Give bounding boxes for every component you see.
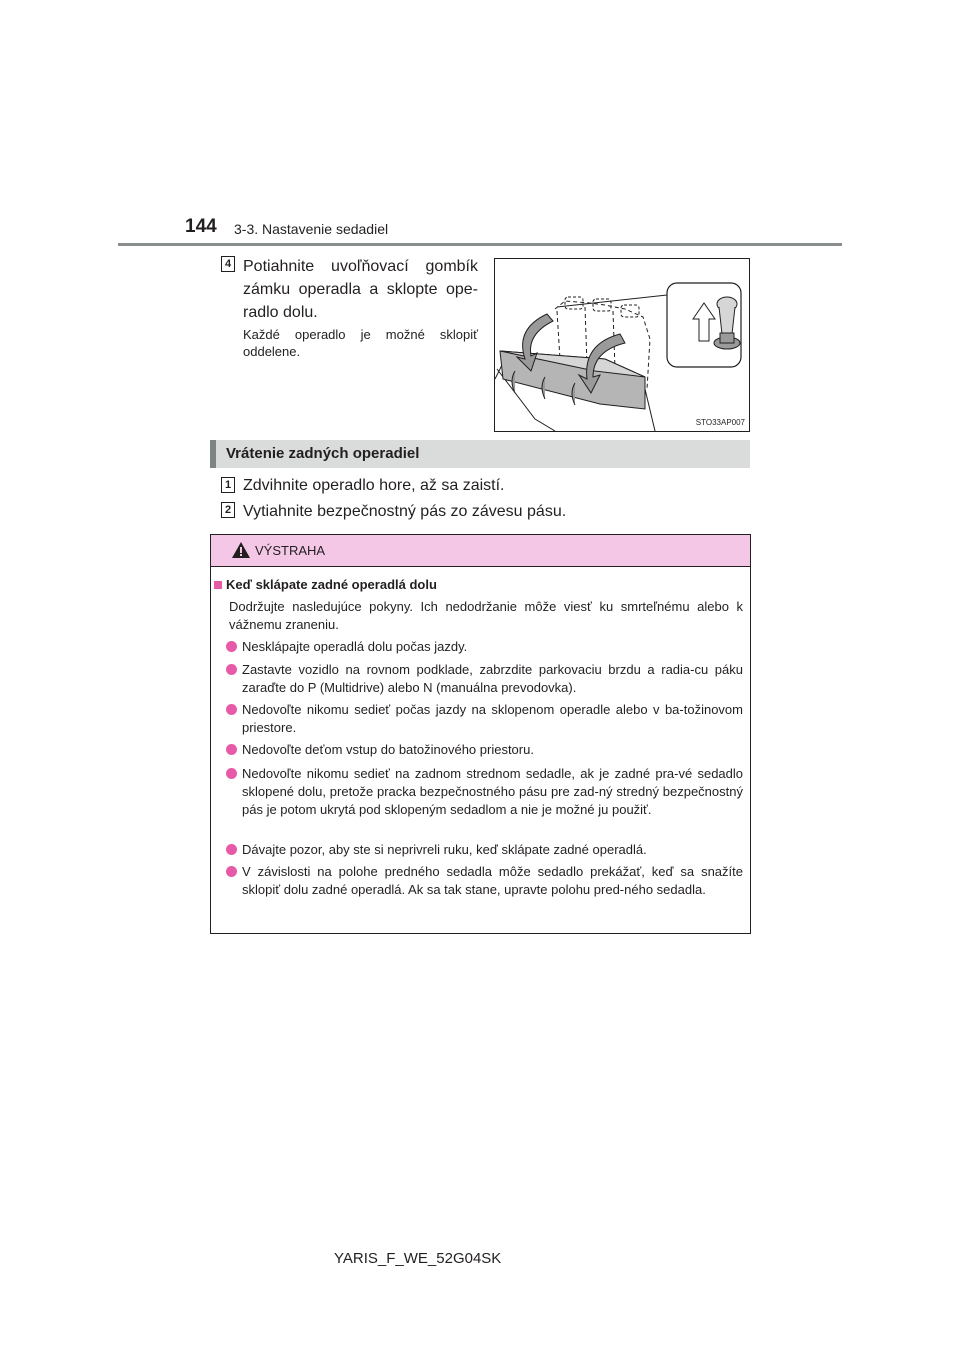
warning-triangle-icon: [231, 541, 251, 559]
warning-bullet: [226, 863, 743, 899]
section-title: 3-3. Nastavenie sedadiel: [234, 221, 389, 237]
warning-bullet: [226, 741, 743, 759]
bullet-dot-icon: [226, 844, 237, 855]
subsection-title: Vrátenie zadných operadiel: [210, 440, 750, 468]
warning-bullet-text: Nedovoľte nikomu sedieť na zadnom strednom sedadle, ak je zadné pra-vé sedadlo sklopené dolu, pretože pracka bezpečnostného pásu pre zad-ný stredný bezpečnostný pás je potom ukrytá pod sklopeným sedadlom a nie je možné ju použiť.: [242, 766, 743, 817]
warning-bullet-text: V závislosti na polohe predného sedadla môže sedadlo prekážať, keď sa snažíte sklopiť dolu zadné operadlá. Ak sa tak stane, upravte polohu pred-ného sedadla.: [242, 864, 743, 897]
step-number-2: 2: [221, 502, 235, 518]
warning-bullet-text: Nedovoľte deťom vstup do batožinového priestoru.: [242, 742, 534, 757]
warning-bullet: [226, 638, 743, 656]
rear-seat-fold-drawing: [495, 259, 749, 431]
warning-title: VÝSTRAHA: [255, 543, 326, 558]
step-4-note: Každé operadlo je možné sklopiť oddelene.: [243, 327, 478, 359]
warning-bullet-text: Zastavte vozidlo na rovnom podklade, zabrzdite parkovaciu brzdu a radia-cu páku zaraďte do P (Multidrive) alebo N (manuálna prevodovka).: [242, 662, 743, 695]
step-number-1: 1: [221, 477, 235, 493]
step-2-text: Vytiahnite bezpečnostný pás zo závesu pásu.: [243, 503, 567, 520]
bullet-dot-icon: [226, 744, 237, 755]
warning-bullet: [226, 765, 743, 819]
step-number-4: 4: [221, 256, 235, 272]
step-1-text: Zdvihnite operadlo hore, až sa zaistí.: [243, 477, 505, 494]
bullet-dot-icon: [226, 664, 237, 675]
warning-bullet: [226, 701, 743, 737]
footer-code: YARIS_F_WE_52G04SK: [334, 1250, 502, 1267]
bullet-dot-icon: [226, 866, 237, 877]
figure-code: STO33AP007: [695, 418, 745, 427]
warning-bullet: [226, 841, 743, 859]
seat-fold-illustration: [494, 258, 750, 432]
warning-bullet-text: Nesklápajte operadlá dolu počas jazdy.: [242, 639, 468, 654]
step-4-text: Potiahnite uvoľňovací gombík zámku operadla a sklopte ope-radlo dolu.: [243, 258, 478, 321]
warning-header: [211, 535, 750, 567]
warning-bullet-text: Dávajte pozor, aby ste si neprivreli ruku, keď sklápate zadné operadlá.: [242, 842, 647, 857]
warning-bullet-text: Nedovoľte nikomu sedieť počas jazdy na sklopenom operadle alebo v ba-tožinovom priestore.: [242, 702, 743, 735]
header-rule: [118, 243, 842, 246]
square-bullet-icon: [214, 581, 222, 589]
warning-bullet: [226, 661, 743, 697]
page-number: 144: [185, 216, 217, 237]
bullet-dot-icon: [226, 704, 237, 715]
warning-heading-text: Keď sklápate zadné operadlá dolu: [226, 577, 437, 592]
warning-heading: [214, 577, 437, 592]
warning-intro: Dodržujte nasledujúce pokyny. Ich nedodržanie môže viesť ku smrteľnému alebo k vážnemu zraneniu.: [229, 599, 743, 632]
bullet-dot-icon: [226, 768, 237, 779]
bullet-dot-icon: [226, 641, 237, 652]
